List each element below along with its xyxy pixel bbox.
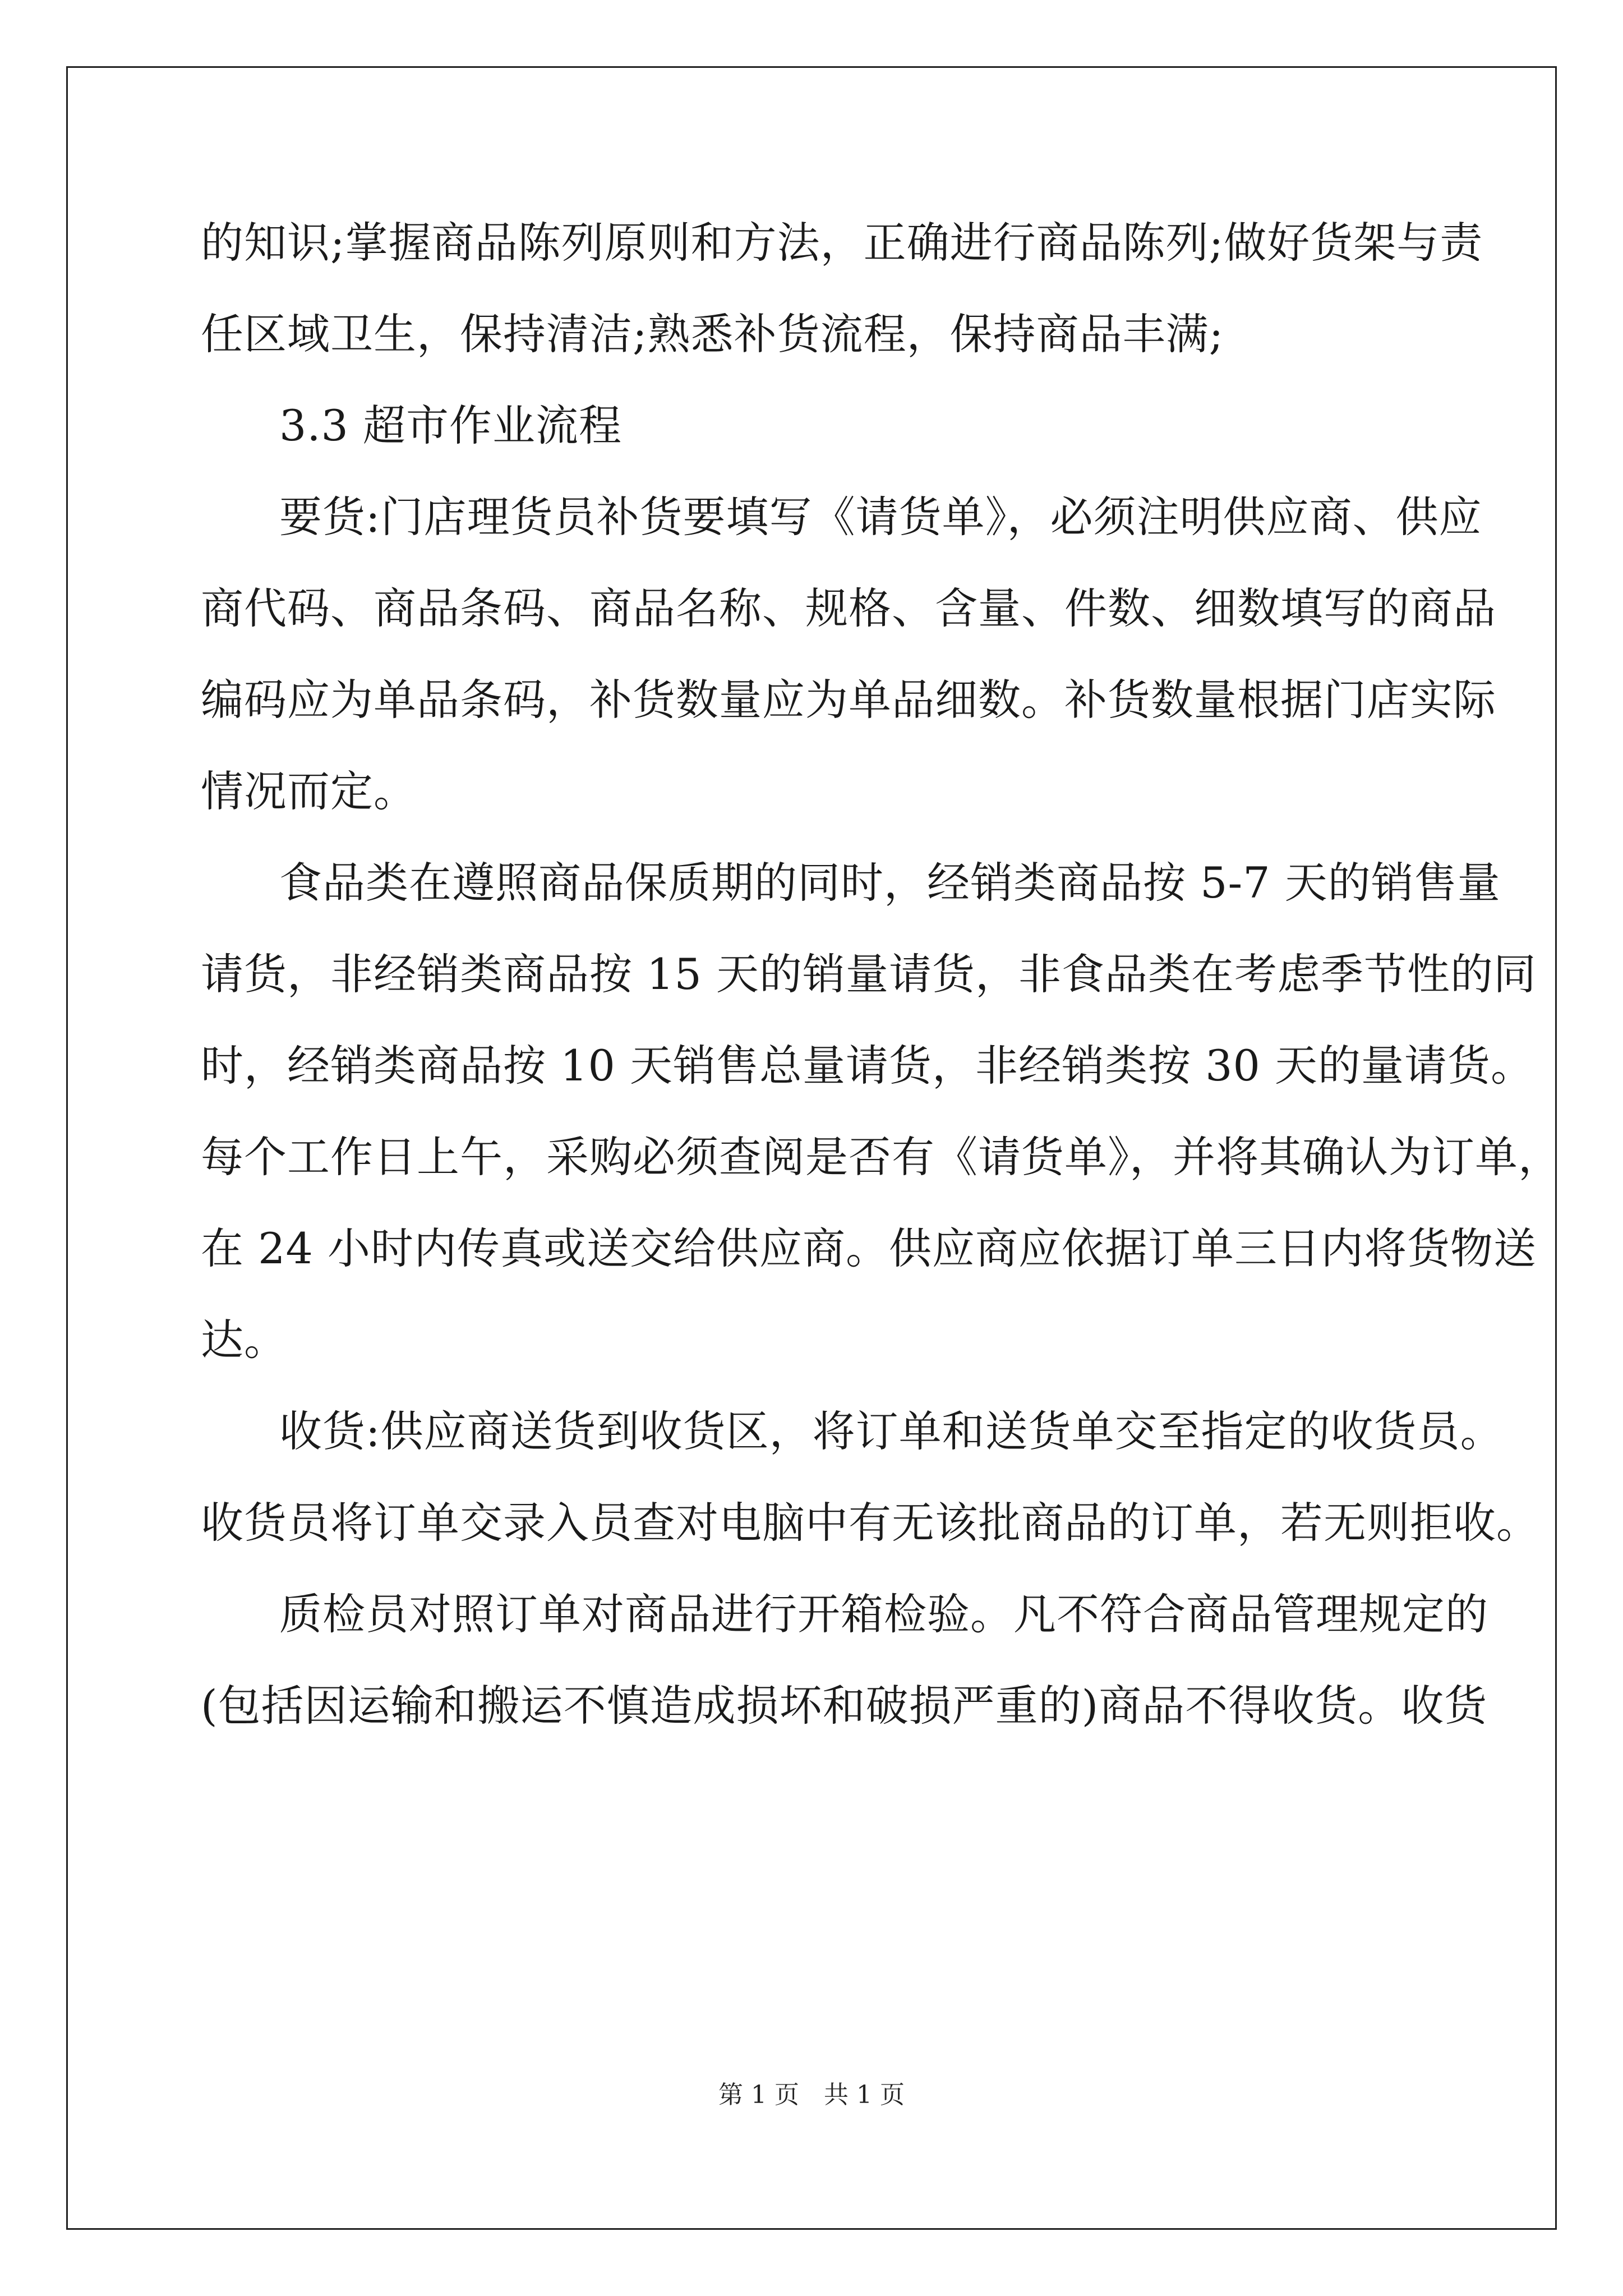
text-line: 每个工作日上午，采购必须查阅是否有《请货单》，并将其确认为订单， — [201, 1132, 1561, 1182]
text-line: 要货:门店理货员补货要填写《请货单》，必须注明供应商、供应 — [279, 492, 1482, 542]
text-line: 收货:供应商送货到收货区，将订单和送货单交至指定的收货员。 — [279, 1406, 1504, 1456]
text-line: 商代码、商品条码、商品名称、规格、含量、件数、细数填写的商品 — [201, 583, 1496, 633]
text-line: 编码应为单品条码，补货数量应为单品细数。补货数量根据门店实际 — [201, 675, 1496, 725]
text-line: 质检员对照订单对商品进行开箱检验。凡不符合商品管理规定的 — [279, 1589, 1488, 1639]
section-heading: 3.3 超市作业流程 — [279, 401, 623, 450]
text-line: 在 24 小时内传真或送交给供应商。供应商应依据订单三日内将货物送 — [201, 1223, 1537, 1273]
text-line: 达。 — [201, 1315, 287, 1365]
text-line: 时，经销类商品按 10 天销售总量请货，非经销类按 30 天的量请货。 — [201, 1041, 1534, 1091]
text-line: 请货，非经销类商品按 15 天的销量请货，非食品类在考虑季节性的同 — [201, 949, 1537, 999]
text-line: 任区域卫生，保持清洁;熟悉补货流程，保持商品丰满; — [201, 309, 1224, 359]
text-line: 情况而定。 — [201, 766, 417, 816]
page-number-footer: 第 1 页 共 1 页 — [718, 2081, 905, 2109]
text-line: 收货员将订单交录入员查对电脑中有无该批商品的订单，若无则拒收。 — [201, 1498, 1539, 1548]
text-line: 食品类在遵照商品保质期的同时，经销类商品按 5-7 天的销售量 — [279, 858, 1501, 908]
text-line: 的知识;掌握商品陈列原则和方法，正确进行商品陈列;做好货架与责 — [201, 218, 1483, 268]
text-line: (包括因运输和搬运不慎造成损坏和破损严重的)商品不得收货。收货 — [201, 1681, 1488, 1731]
